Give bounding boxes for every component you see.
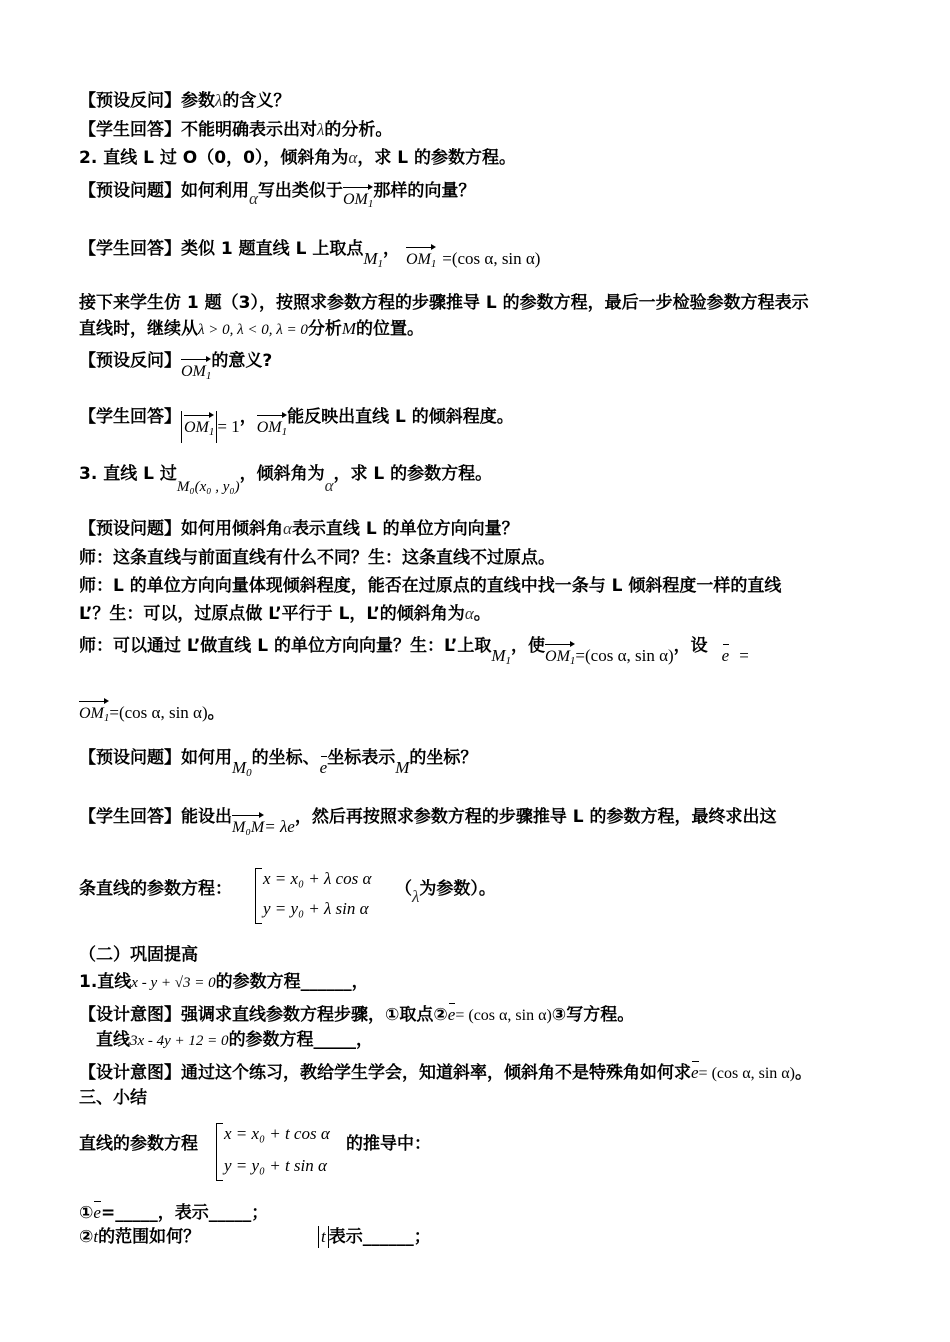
- alpha-symbol: α: [348, 148, 358, 167]
- text: 【学生回答】能设出: [79, 807, 232, 827]
- text: 写出类似于: [257, 181, 343, 201]
- subscript: 1: [205, 370, 212, 382]
- problem-3-statement: [79, 463, 492, 498]
- text: ，倾斜角为: [239, 464, 325, 484]
- text: 【设计意图】通过这个练习，教给学生学会，知道斜率，倾斜角不是特殊角如何求: [79, 1063, 691, 1083]
- text: 的分析。: [324, 120, 393, 140]
- vector-e: e: [691, 1058, 699, 1084]
- t-symbol: t: [93, 1227, 99, 1246]
- text: 师：这条直线与前面直线有什么不同？生：这条直线不过原点。: [79, 548, 555, 568]
- text: 1.直线: [79, 972, 132, 992]
- text: ①: [79, 1203, 94, 1223]
- alpha-symbol: α: [249, 189, 258, 208]
- line-preset-question-2: [79, 180, 475, 215]
- text: 的意义?: [211, 351, 273, 371]
- line-preset-question-4: [79, 747, 477, 784]
- text: 。: [207, 703, 225, 723]
- text: ③写方程。: [551, 1005, 635, 1025]
- text: 【预设反问】参数: [79, 91, 215, 111]
- vector-om1: [545, 640, 575, 672]
- text: ，求 L 的参数方程。: [357, 148, 517, 168]
- text: 师：可以通过 L’做直线 L 的单位方向向量？生：L’上取: [79, 636, 492, 656]
- point-label: M: [232, 758, 247, 777]
- summary-question-1: [79, 1198, 268, 1224]
- text: 【预设问题】如何用倾斜角: [79, 519, 283, 539]
- dialogue-line-4: [79, 635, 749, 672]
- vector-e: e: [320, 753, 328, 779]
- point-m0: [232, 758, 252, 777]
- vector-e: e: [448, 1000, 456, 1026]
- subscript: 1: [103, 712, 110, 724]
- section-consolidation-heading: [79, 944, 198, 966]
- text: 接下来学生仿 1 题（3），按照求参数方程的步骤推导 L 的参数方程，最后一步检验参数方程表示: [79, 293, 809, 313]
- text: 条直线的参数方程：: [79, 879, 232, 899]
- exercise-2: [96, 1029, 373, 1052]
- lambda-symbol: λ: [317, 120, 325, 139]
- formula-cos-sin: =(cos α, sin α): [442, 249, 541, 268]
- formula-e-cos-sin: = (cos α, sin α): [698, 1065, 795, 1082]
- alpha-symbol: α: [283, 519, 292, 538]
- formula-lambda-cases: λ > 0, λ < 0, λ = 0: [198, 322, 308, 338]
- text: 坐标表示: [327, 748, 396, 768]
- line-preset-question-3: [79, 518, 519, 540]
- norm-om1: [181, 417, 240, 437]
- abs-t: t: [318, 1226, 329, 1248]
- point-label: M: [363, 249, 378, 268]
- text: ，: [239, 407, 257, 427]
- problem-2-statement: [79, 147, 516, 169]
- point-m: M: [341, 319, 357, 338]
- parameter-note: [395, 878, 496, 908]
- paragraph-line-2: [79, 318, 424, 341]
- lambda-symbol: λ: [412, 887, 420, 906]
- line-preset-counter-question-1: [79, 90, 290, 112]
- vector-e: e: [722, 641, 730, 667]
- vector-om1: [406, 243, 436, 275]
- formula-norm-one: = 1: [217, 417, 240, 436]
- subscript: 1: [377, 258, 384, 270]
- text: 分析: [307, 319, 342, 339]
- text: ，: [383, 239, 401, 259]
- text: 师：L 的单位方向向量体现倾斜程度，能否在过原点的直线中找一条与 L 倾斜程度一样的直线: [79, 576, 782, 596]
- equals-sign: =: [739, 646, 749, 665]
- text: =_____，表示_____；: [100, 1203, 269, 1223]
- brace-system: [255, 868, 262, 924]
- subscript: 1: [430, 258, 437, 270]
- line-student-answer-3: [79, 406, 514, 443]
- section-summary-heading: [79, 1087, 147, 1109]
- dialogue-line-3: [79, 603, 491, 625]
- text: L’？生：可以，过原点做 L’平行于 L，L’的倾斜角为: [79, 604, 465, 624]
- summary-line-1: [79, 1133, 198, 1155]
- text: 【学生回答】不能明确表示出对: [79, 120, 317, 140]
- text: 【预设问题】如何利用: [79, 181, 249, 201]
- vector-label: OM: [256, 419, 282, 436]
- dialogue-line-2: [79, 575, 781, 597]
- text: 能反映出直线 L 的倾斜程度。: [287, 407, 514, 427]
- alpha-symbol: α: [324, 476, 334, 495]
- point-m1: [491, 646, 511, 665]
- line-parametric-equation-lambda: [79, 878, 232, 900]
- text: 那样的向量？: [373, 181, 476, 201]
- formula-line-1: x - y + √3 = 0: [131, 975, 216, 991]
- vector-label: OM: [545, 648, 570, 665]
- formula-cos-sin: =(cos α, sin α): [575, 646, 674, 665]
- vector-om1: [79, 697, 109, 729]
- vector-om1: [181, 355, 211, 387]
- text: 的参数方程______，: [215, 972, 369, 992]
- summary-question-3: [318, 1226, 431, 1248]
- text: 为参数）。: [419, 879, 496, 899]
- text: 【预设反问】: [79, 351, 181, 371]
- text: 直线的参数方程: [79, 1134, 198, 1154]
- text: （: [395, 879, 412, 899]
- text: ②: [79, 1227, 94, 1247]
- brace-system: [216, 1123, 223, 1181]
- exercise-1: [79, 971, 369, 994]
- formula-e-cos-sin: = (cos α, sin α): [455, 1007, 552, 1024]
- text: 的参数方程_____，: [228, 1030, 374, 1050]
- text: 。: [473, 604, 491, 624]
- vector-label: OM: [79, 705, 104, 722]
- subscript: 1: [281, 426, 288, 438]
- text: 表示直线 L 的单位方向向量？: [291, 519, 519, 539]
- text: 【学生回答】类似 1 题直线 L 上取点: [79, 239, 364, 259]
- text: ，然后再按照求参数方程的步骤推导 L 的参数方程，最终求出这: [294, 807, 777, 827]
- line-preset-counter-question-2: [79, 350, 272, 387]
- text: 直线: [96, 1030, 130, 1050]
- subscript: 1: [569, 655, 576, 667]
- text: 三、小结: [79, 1088, 147, 1108]
- text: 的含义？: [222, 91, 291, 111]
- formula-line-om1: [79, 697, 225, 729]
- point-m: M: [395, 758, 410, 777]
- text: 直线时，继续从: [79, 319, 198, 339]
- vector-m0m: M₀M: [232, 811, 264, 839]
- line-student-answer-2: [79, 238, 540, 275]
- summary-line-1-tail: [346, 1133, 431, 1155]
- text: ，使: [511, 636, 546, 656]
- text: 的范围如何？: [98, 1227, 201, 1247]
- equation-x: x = x₀ + λ cos α: [263, 869, 372, 888]
- subscript: 1: [505, 655, 512, 667]
- vector-e: e: [93, 1198, 101, 1224]
- vector-label: OM: [181, 363, 206, 380]
- text: 【设计意图】强调求直线参数方程步骤，①取点②: [79, 1005, 448, 1025]
- vector-label: OM: [405, 251, 431, 268]
- alpha-symbol: α: [464, 604, 474, 623]
- text: 的位置。: [356, 319, 425, 339]
- lambda-symbol: λ: [215, 91, 223, 110]
- text: 。: [795, 1063, 812, 1083]
- text: ，设: [673, 636, 708, 656]
- text: ，求 L 的参数方程。: [333, 464, 493, 484]
- text: 2. 直线 L 过 O（0，0），倾斜角为: [79, 148, 349, 168]
- vector-om1: [343, 183, 373, 215]
- text: 3. 直线 L 过: [79, 464, 177, 484]
- vector-label: OM: [342, 191, 368, 208]
- point-m1: [363, 249, 383, 268]
- vector-label: OM: [184, 419, 209, 436]
- vector-om1: [184, 411, 214, 443]
- point-label: M: [491, 646, 506, 665]
- formula-lambda-e: = λe: [264, 817, 295, 836]
- point-m0: M₀(x₀ , y₀): [176, 479, 240, 495]
- line-student-answer-1: [79, 119, 392, 141]
- subscript: 1: [367, 198, 374, 210]
- text: （二）巩固提高: [79, 945, 198, 965]
- formula-cos-sin: =(cos α, sin α): [109, 703, 208, 722]
- paragraph-line-1: [79, 292, 809, 314]
- subscript: 1: [208, 426, 215, 438]
- formula-line-2: 3x - 4y + 12 = 0: [130, 1033, 229, 1049]
- line-student-answer-4: [79, 806, 777, 839]
- text: 的坐标？: [409, 748, 478, 768]
- vector-om1: [257, 411, 287, 443]
- text: 【学生回答】: [79, 407, 181, 427]
- text: 的推导中：: [346, 1134, 431, 1154]
- equation-y: y = y₀ + t sin α: [224, 1156, 327, 1175]
- summary-question-2: [79, 1226, 200, 1248]
- text: 【预设问题】如何用: [79, 748, 232, 768]
- design-intent-1: [79, 1000, 634, 1027]
- subscript: 0: [246, 767, 252, 779]
- dialogue-line-1: [79, 547, 555, 569]
- text: 表示______；: [328, 1227, 431, 1247]
- text: 的坐标、: [251, 748, 320, 768]
- design-intent-2: [79, 1058, 812, 1085]
- equation-x: x = x₀ + t cos α: [224, 1124, 330, 1143]
- equation-y: y = y₀ + λ sin α: [263, 899, 369, 918]
